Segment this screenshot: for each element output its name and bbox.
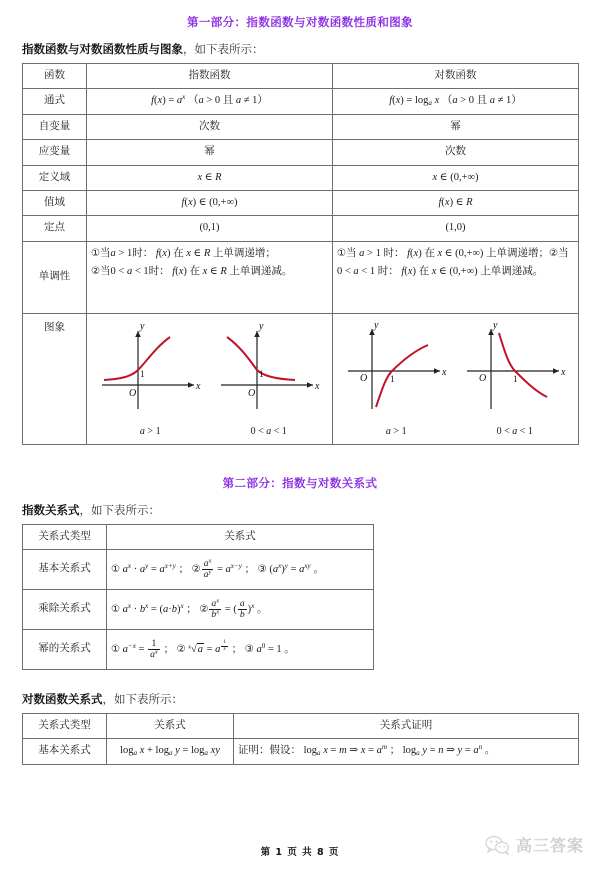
row-label-basic-relations: 基本关系式 (23, 549, 107, 589)
cell-log-fixed-point: (1,0) (333, 216, 579, 241)
table-row (23, 114, 579, 139)
cell-log-basic-proof: 证明：假设： $\log_a x = m$ ⇒ $x = a^m$ ； $\log_a y = n$ ⇒ $y = a^n$ 。 (234, 739, 579, 764)
header-log-relation-type: 关系式类型 (23, 713, 107, 738)
part1-lead-bold: 指数函数与对数函数性质与图象 (22, 44, 183, 56)
cell-log-dependent-variable: 次数 (333, 140, 579, 165)
cell-exp-domain: x ∈ R (87, 165, 333, 190)
svg-text:1: 1 (390, 373, 395, 384)
cell-log-range: f(x) ∈ R (333, 190, 579, 215)
table-header-row (23, 64, 579, 89)
page-footer (0, 836, 600, 858)
row-label-domain: 定义域 (23, 165, 87, 190)
cell-exp-fixed-point: (0,1) (87, 216, 333, 241)
row-label-dependent-variable: 应变量 (23, 140, 87, 165)
svg-text:1: 1 (512, 373, 518, 384)
cell-exp-graphs (87, 313, 333, 444)
part2-log-lead-rest: ，如下表所示： (102, 693, 183, 706)
svg-text:1: 1 (258, 368, 264, 379)
table-row (23, 589, 374, 629)
graph-exp-increasing (94, 319, 206, 441)
table-row (23, 140, 579, 165)
part2-exp-lead-bold: 指数关系式 (22, 504, 80, 517)
part2-exp-lead (22, 502, 578, 518)
part2-title: 第二部分：指数与对数关系式 (222, 475, 378, 490)
header-function: 函数 (23, 64, 87, 89)
table-row (23, 216, 579, 241)
cell-exp-independent-variable: 次数 (87, 114, 333, 139)
graph-exp-decreasing (213, 319, 325, 441)
document-page (0, 14, 600, 872)
svg-text:O: O (129, 387, 137, 399)
svg-text:y: y (140, 320, 145, 332)
svg-text:x: x (560, 366, 566, 378)
svg-text:y: y (492, 319, 498, 331)
svg-text:x: x (196, 380, 201, 392)
wechat-icon (485, 835, 511, 855)
exp-increasing-plot (94, 319, 206, 415)
part1-title: 第一部分：指数函数与对数函数性质和图象 (186, 15, 414, 29)
header-logarithmic: 对数函数 (333, 64, 579, 89)
caption-log-decreasing: 0 < a < 1 (496, 426, 533, 437)
caption-exp-increasing: a > 1 (139, 426, 161, 437)
row-label-general-form: 通式 (23, 89, 87, 114)
header-relation-formula: 关系式 (107, 524, 374, 549)
cell-exp-monotonicity: ①当a > 1时： f(x) 在 x ∈ R 上单调递增； ②当0 < a < 1时： f(x) 在 x ∈ R 上单调递减。 (87, 241, 333, 313)
cell-log-general-form: $f(x) = \log_a x$ （a > 0 且 a ≠ 1） (333, 89, 579, 114)
cell-power-relations-formula: ① $a^{-x}$ = $\frac{1}{a^x}$ ； ② $^x$√a = a $^{\frac{1}{x}}$ ； ③ $a^0 = 1$ 。 (107, 629, 374, 669)
header-exponential: 指数函数 (87, 64, 333, 89)
cell-log-graphs (333, 313, 579, 444)
brand-watermark (485, 833, 584, 856)
svg-text:O: O (478, 372, 486, 384)
exponent-relations-table (22, 524, 374, 670)
svg-text:x: x (314, 380, 320, 392)
cell-log-basic-formula: $\log_a x + \log_a y = \log_a$ xy (107, 739, 234, 764)
exp-log-properties-table (22, 63, 579, 445)
row-label-monotonicity: 单调性 (23, 241, 87, 313)
svg-text:y: y (258, 320, 264, 332)
row-label-mult-div-relations: 乘除关系式 (23, 589, 107, 629)
row-label-fixed-point: 定点 (23, 216, 87, 241)
svg-text:x: x (442, 366, 447, 378)
header-relation-type: 关系式类型 (23, 524, 107, 549)
svg-text:O: O (247, 387, 255, 399)
caption-log-increasing: a > 1 (385, 426, 407, 437)
table-header-row (23, 524, 374, 549)
graph-log-increasing (340, 319, 452, 441)
log-increasing-plot (340, 319, 452, 415)
svg-text:y: y (374, 319, 379, 331)
row-label-independent-variable: 自变量 (23, 114, 87, 139)
table-row (23, 89, 579, 114)
svg-text:1: 1 (140, 368, 145, 379)
log-decreasing-plot (459, 319, 571, 415)
part2-log-lead-bold: 对数函数关系式 (22, 693, 103, 706)
exp-decreasing-plot (213, 319, 325, 415)
brand-name: 高三答案 (515, 836, 584, 855)
cell-log-monotonicity: ①当 a > 1 时： f(x) 在 x ∈ (0,+∞) 上单调递增；②当 0 < a < 1 时： f(x) 在 x ∈ (0,+∞) 上单调递减。 (333, 241, 579, 313)
graph-log-decreasing (459, 319, 571, 441)
svg-text:O: O (360, 372, 368, 384)
table-row (23, 241, 579, 313)
part2-log-lead (22, 691, 578, 707)
cell-mult-div-relations-formula: ① $a^x \cdot b^x = (a\cdot b)^x$ ； ② $\frac{a^x}{b^x}$ = ( $\frac{a}{b}$ )$^x$ 。 (107, 589, 374, 629)
page-number: 第 1 页 共 8 页 (260, 847, 340, 858)
table-header-row (23, 713, 579, 738)
table-row (23, 629, 374, 669)
cell-exp-dependent-variable: 幂 (87, 140, 333, 165)
part1-lead-rest: ，如下表所示： (183, 44, 264, 56)
row-label-power-relations: 幂的关系式 (23, 629, 107, 669)
table-row (23, 190, 579, 215)
row-label-log-basic-relations: 基本关系式 (23, 739, 107, 764)
row-label-graphs: 图象 (23, 313, 87, 444)
cell-log-independent-variable: 幂 (333, 114, 579, 139)
caption-exp-decreasing: 0 < a < 1 (250, 426, 287, 437)
cell-exp-range: f(x) ∈ (0,+∞) (87, 190, 333, 215)
cell-basic-relations-formula: ① $a^x \cdot a^y = a^{x+y}$ ； ② $\frac{a^x}{a^y}$ = $a^{x-y}$ ； ③ $(a^x)^y = a^{xy}$ 。 (107, 549, 374, 589)
logarithm-relations-table (22, 713, 579, 765)
table-row-graphs (23, 313, 579, 444)
cell-exp-general-form: $f(x) = a^x$ （a > 0 且 a ≠ 1） (87, 89, 333, 114)
part2-exp-lead-rest: ，如下表所示： (79, 504, 160, 517)
header-log-relation-proof: 关系式证明 (234, 713, 579, 738)
table-row (23, 165, 579, 190)
header-log-relation-formula: 关系式 (107, 713, 234, 738)
table-row (23, 549, 374, 589)
part1-lead (22, 41, 578, 57)
cell-log-domain: x ∈ (0,+∞) (333, 165, 579, 190)
row-label-range: 值域 (23, 190, 87, 215)
table-row (23, 739, 579, 764)
